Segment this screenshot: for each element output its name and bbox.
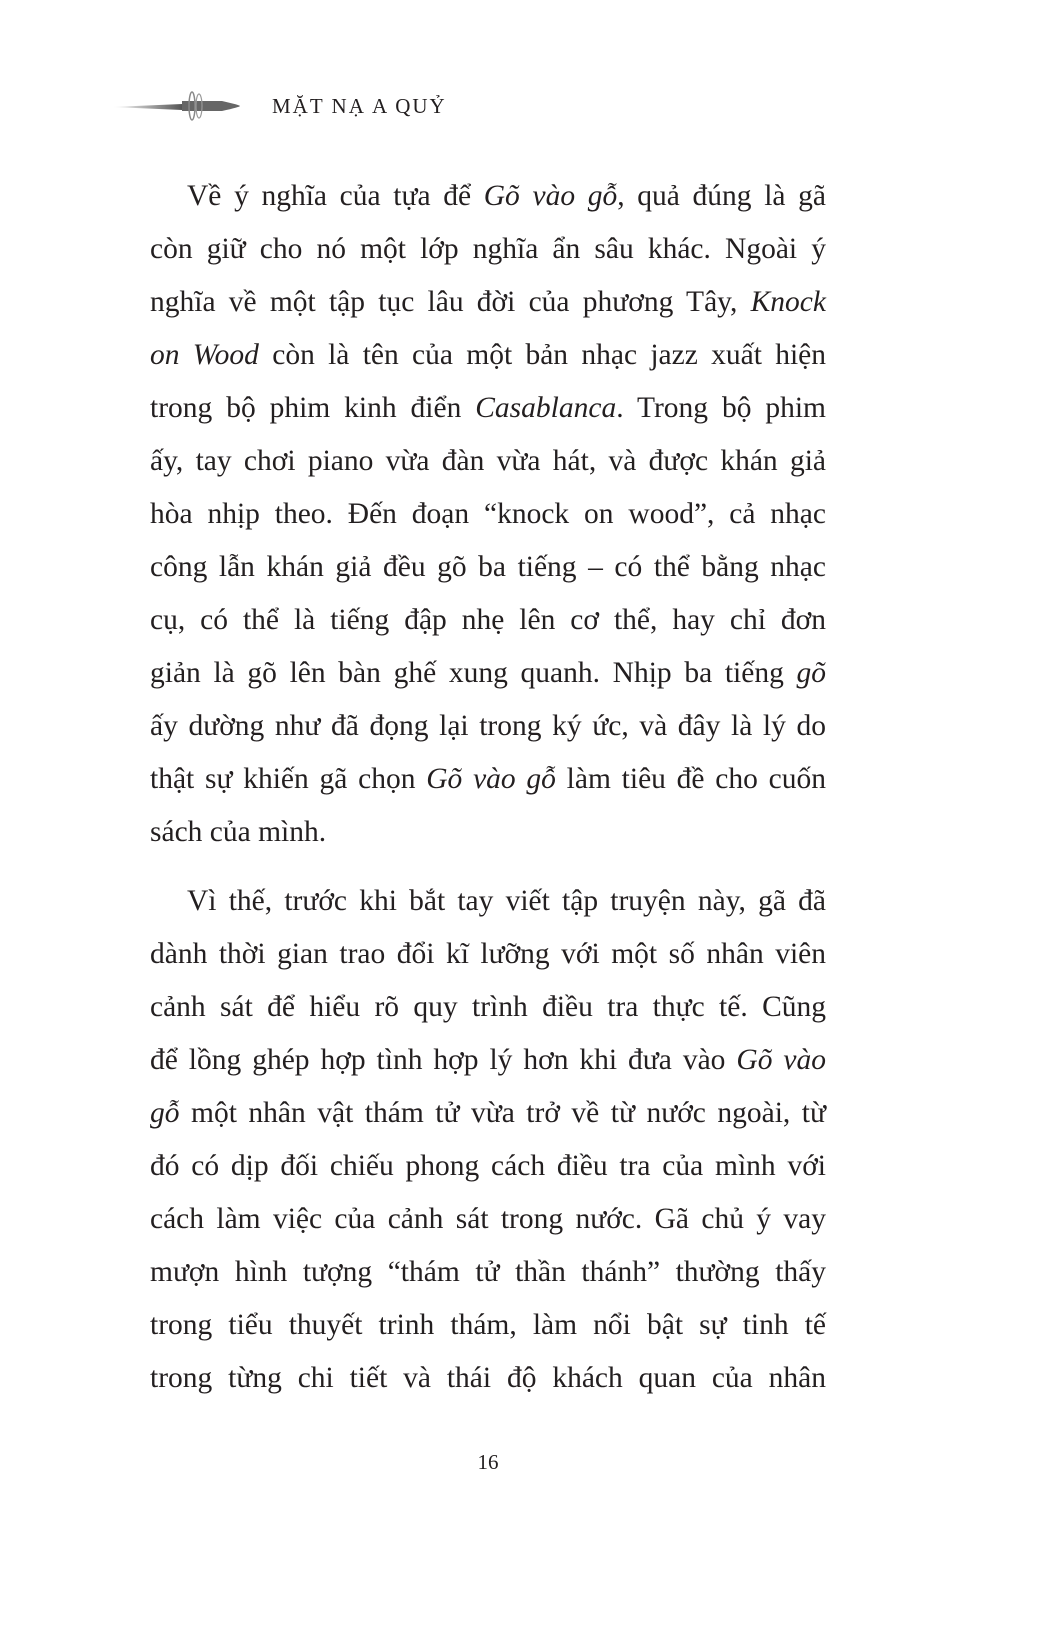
text-line [150,276,826,329]
text-segment: dành thời gian trao đổi kĩ lưỡng với một số nhân viên [150,938,826,970]
text-segment: công lẫn khán giả đều gõ ba tiếng – có thể bằng nhạc [150,551,826,583]
text-line [150,541,826,594]
text-segment: ấy, tay chơi piano vừa đàn vừa hát, và được khán giả [150,445,826,477]
text-line [150,647,826,700]
text-line [150,981,826,1034]
text-line [150,1087,826,1140]
italic-title: Gõ vào [736,1044,826,1076]
running-header [112,88,447,124]
text-line [150,1352,826,1405]
text-segment: còn là tên của một bản nhạc jazz xuất hiện [258,339,826,371]
text-line [150,170,826,223]
text-line [150,382,826,435]
text-line [150,1140,826,1193]
text-segment: cảnh sát để hiểu rõ quy trình điều tra thực tế. Cũng [150,991,826,1023]
text-line [150,1193,826,1246]
paragraph [150,875,826,1405]
body-text [150,170,826,1421]
page-number: 16 [477,1450,499,1474]
text-segment: đó có dịp đối chiếu phong cách điều tra của mình với [150,1150,826,1182]
text-segment: nghĩa về một tập tục lâu đời của phương Tây, [150,286,751,318]
text-line [150,594,826,647]
text-segment: còn giữ cho nó một lớp nghĩa ẩn sâu khác. Ngoài ý [150,233,826,265]
text-segment: ấy dường như đã đọng lại trong ký ức, và đây là lý do [150,710,826,742]
italic-title: Gõ vào gỗ [483,180,618,212]
text-line [150,329,826,382]
text-line [150,700,826,753]
italic-title: Knock [750,286,826,318]
text-segment: trong từng chi tiết và thái độ khách quan của nhân [150,1362,826,1394]
text-segment: . Trong bộ phim [616,392,826,424]
italic-title: Gõ vào gỗ [426,763,556,795]
italic-title: gỗ [150,1097,180,1129]
paragraph [150,170,826,859]
text-segment: giản là gõ lên bàn ghế xung quanh. Nhịp ba tiếng [150,657,797,689]
text-segment: trong tiểu thuyết trinh thám, làm nổi bật sự tinh tế [150,1309,826,1341]
text-line [150,875,826,928]
text-line [150,488,826,541]
text-line [150,1034,826,1087]
text-line [150,928,826,981]
text-line [150,753,826,806]
text-segment: cách làm việc của cảnh sát trong nước. Gã chủ ý vay [150,1203,826,1235]
bullet-icon [112,88,242,124]
text-segment: thật sự khiến gã chọn [150,763,427,795]
text-segment: một nhân vật thám tử vừa trở về từ nước ngoài, từ [179,1097,826,1129]
text-line [150,1299,826,1352]
text-segment: Về ý nghĩa của tựa để [187,180,484,212]
text-line [150,806,826,859]
text-segment: trong bộ phim kinh điển [150,392,476,424]
italic-title: Casablanca [475,392,617,424]
text-segment: Vì thế, trước khi bắt tay viết tập truyện này, gã đã [187,885,826,917]
book-title: MẶT NẠ A QUỶ [272,93,447,118]
text-line [150,435,826,488]
italic-title: gõ [796,657,826,689]
text-segment: sách của mình. [150,816,327,848]
text-segment: để lồng ghép hợp tình hợp lý hơn khi đưa vào [150,1044,737,1076]
text-segment: , quả đúng là gã [617,180,826,212]
text-segment: làm tiêu đề cho cuốn [555,763,826,795]
text-segment: mượn hình tượng “thám tử thần thánh” thường thấy [150,1256,826,1288]
text-line [150,1246,826,1299]
italic-title: on Wood [150,339,259,371]
text-line [150,223,826,276]
text-segment: hòa nhịp theo. Đến đoạn “knock on wood”, cả nhạc [150,498,826,530]
text-segment: cụ, có thể là tiếng đập nhẹ lên cơ thể, hay chỉ đơn [150,604,826,636]
